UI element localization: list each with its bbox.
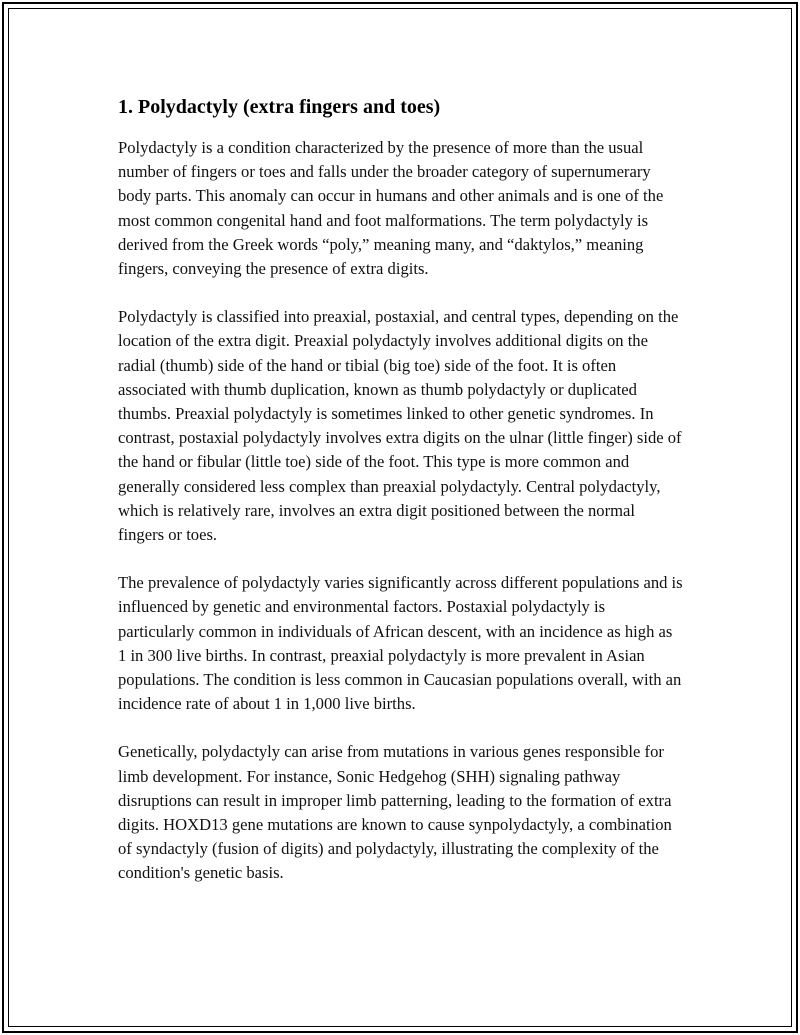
paragraph-genetics: Genetically, polydactyly can arise from mutations in various genes responsible for limb development. For instance, Sonic Hedgehog (SHH) signaling pathway disruptions can result in improper limb patterning, leading to the formation of extra digits. HOXD13 gene mutations are known to cause synpolydactyly, a combination of syndactyly (fusion of digits) and polydactyly, illustrating the complexity of the condition's genetic basis. [118, 742, 672, 883]
paragraph-prevalence: The prevalence of polydactyly varies significantly across different populations and is influenced by genetic and environmental factors. Postaxial polydactyly is particularly common in individuals of African descent, with an incidence as high as 1 in 300 live births. In contrast, preaxial polydactyly is more prevalent in Asian populations. The condition is less common in Caucasian populations overall, with an incidence rate of about 1 in 1,000 live births. [118, 573, 683, 714]
paragraph-classification: Polydactyly is classified into preaxial, postaxial, and central types, depending on the location of the extra digit. Preaxial polydactyly involves additional digits on the radial (thumb) side of the hand or tibial (big toe) side of the foot. It is often associated with thumb duplication, known as thumb polydactyly or duplicated thumbs. Preaxial polydactyly is sometimes linked to other genetic syndromes. In contrast, postaxial polydactyly involves extra digits on the ulnar (little finger) side of the hand or fibular (little toe) side of the foot. This type is more common and generally considered less complex than preaxial polydactyly. Central polydactyly, which is relatively rare, involves an extra digit positioned between the normal fingers or toes. [118, 307, 682, 545]
section-heading: 1. Polydactyly (extra fingers and toes) [118, 96, 441, 118]
document-body [118, 94, 684, 910]
paragraph-definition: Polydactyly is a condition characterized by the presence of more than the usual number of fingers or toes and falls under the broader category of supernumerary body parts. This anomaly can occur in humans and other animals and is one of the most common congenital hand and foot malformations. The term polydactyly is derived from the Greek words “poly,” meaning many, and “daktylos,” meaning fingers, conveying the presence of extra digits. [118, 138, 664, 279]
